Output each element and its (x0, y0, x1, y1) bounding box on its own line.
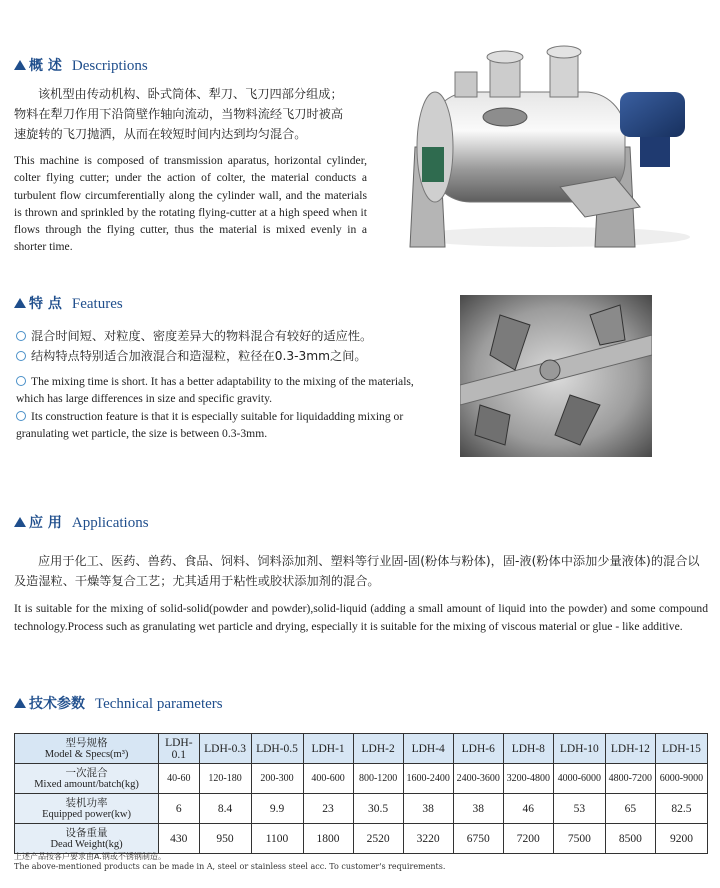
table-cell: 9200 (655, 824, 707, 854)
descriptions-cn-text (14, 84, 383, 144)
row-label-cn: 装机功率 (65, 796, 108, 809)
table-cell: 4000-6000 (553, 764, 605, 794)
row-label-en: Dead Weight(kg) (50, 838, 123, 850)
applications-en-text: It is suitable for the mixing of solid-solid(powder and powder),solid-liquid (adding a small amount of liquid into the powder) and some compound technology.Process such as granulating wet particle and drying, especially it is suitable for the mixing of viscous material or glue - like additive. (14, 602, 708, 633)
table-cell: 200-300 (251, 764, 303, 794)
row-label (15, 734, 159, 764)
table-cell: 8500 (605, 824, 655, 854)
table-cell: 4800-7200 (605, 764, 655, 794)
model-cell: LDH-2 (353, 734, 403, 764)
table-cell: 400-600 (303, 764, 353, 794)
model-cell: LDH-0.1 (159, 734, 199, 764)
table-cell: 1600-2400 (403, 764, 453, 794)
descriptions-heading: 概 述 Descriptions (14, 55, 148, 75)
row-label-en: Equipped power(kw) (42, 808, 131, 820)
row-label-cn: 一次混合 (65, 766, 108, 779)
model-cell: LDH-1 (303, 734, 353, 764)
model-cell: LDH-0.3 (199, 734, 251, 764)
circle-bullet-icon (16, 351, 26, 361)
table-cell: 3220 (403, 824, 453, 854)
table-row (15, 794, 708, 824)
model-cell: LDH-8 (503, 734, 553, 764)
table-cell: 30.5 (353, 794, 403, 824)
descriptions-cn-line: 速旋转的飞刀抛洒，从而在较短时间内达到均匀混合。 (14, 127, 307, 141)
table-cell: 1800 (303, 824, 353, 854)
model-cell: LDH-0.5 (251, 734, 303, 764)
table-cell: 2520 (353, 824, 403, 854)
feature-cn-item: 混合时间短、对粒度、密度差异大的物料混合有较好的适应性。 (16, 326, 436, 346)
applications-heading: 应 用 Applications (14, 512, 149, 532)
row-label (15, 824, 159, 854)
table-cell: 950 (199, 824, 251, 854)
table-cell: 2400-3600 (453, 764, 503, 794)
model-cell: LDH-12 (605, 734, 655, 764)
features-en-list (16, 373, 416, 442)
table-cell: 3200-4800 (503, 764, 553, 794)
row-label-en: Model & Specs(m³) (44, 748, 129, 760)
table-cell: 6750 (453, 824, 503, 854)
descriptions-cn-line: 该机型由传动机构、卧式筒体、犁刀、飞刀四部分组成； (38, 87, 343, 101)
table-cell: 7200 (503, 824, 553, 854)
descriptions-cn-line: 物料在犁刀作用下沿筒壁作轴向流动，当物料流经飞刀时被高 (14, 107, 344, 121)
table-cell: 65 (605, 794, 655, 824)
footnote-en: The above-mentioned products can be made in A, steel or stainless steel acc. To customer's requirements. (14, 862, 446, 871)
table-cell: 23 (303, 794, 353, 824)
technical-heading: 技术参数 Technical parameters (14, 693, 223, 713)
table-header-row (15, 734, 708, 764)
table-cell: 7500 (553, 824, 605, 854)
feature-en-item: The mixing time is short. It has a better adaptability to the mixing of the materials, which has large differences in size and specific gravity. (16, 375, 414, 406)
table-cell: 120-180 (199, 764, 251, 794)
table-cell: 9.9 (251, 794, 303, 824)
table-row (15, 764, 708, 794)
triangle-icon (14, 698, 26, 708)
descriptions-en-text: This machine is composed of transmission aparatus, horizontal cylinder, colter flying cutter; under the action of colter, the material conducts a turbulent flow circumferentially along the cylinder wall, and the materials is thrown and sprinkled by the rotating flying-cutter at a high speed when it flows through the flying cutter, thus the material is mixed evenly in a shorter time. (14, 154, 367, 254)
table-cell: 800-1200 (353, 764, 403, 794)
table-cell: 6000-9000 (655, 764, 707, 794)
table-cell: 38 (403, 794, 453, 824)
table-cell: 38 (453, 794, 503, 824)
table-footnote (14, 852, 708, 872)
row-label (15, 764, 159, 794)
table-cell: 6 (159, 794, 199, 824)
feature-en-item: Its construction feature is that it is especially suitable for liquidadding mixing or granulating wet particle, the size is between 0.3-3mm. (16, 409, 404, 440)
triangle-icon (14, 298, 26, 308)
table-cell: 46 (503, 794, 553, 824)
table-cell: 1100 (251, 824, 303, 854)
row-label (15, 794, 159, 824)
mixer-interior-photo (460, 295, 652, 457)
row-label-en: Mixed amount/batch(kg) (34, 778, 139, 790)
model-cell: LDH-6 (453, 734, 503, 764)
circle-bullet-icon (16, 411, 26, 421)
technical-parameters-table (14, 733, 708, 854)
table-cell: 40-60 (159, 764, 199, 794)
mixer-machine-photo (400, 37, 700, 255)
triangle-icon (14, 60, 26, 70)
features-cn-list (16, 326, 436, 366)
table-row (15, 824, 708, 854)
table-cell: 8.4 (199, 794, 251, 824)
circle-bullet-icon (16, 331, 26, 341)
model-cell: LDH-4 (403, 734, 453, 764)
triangle-icon (14, 517, 26, 527)
circle-bullet-icon (16, 376, 26, 386)
features-heading: 特 点 Features (14, 293, 123, 313)
applications-cn-text: 应用于化工、医药、兽药、食品、饲料、饲料添加剂、塑料等行业固-固(粉体与粉体)，固-液(粉体中添加少量液体)的混合以及造湿粒、干燥等复合工艺；尤其适用于粘性或胶状添加剂的混合。 (14, 554, 700, 588)
model-cell: LDH-10 (553, 734, 605, 764)
model-cell: LDH-15 (655, 734, 707, 764)
table-cell: 82.5 (655, 794, 707, 824)
row-label-cn: 型号规格 (65, 736, 108, 749)
table-cell: 430 (159, 824, 199, 854)
footnote-cn: 上述产品按客户要求由A.钢或不锈钢制造。 (14, 852, 166, 861)
feature-cn-item: 结构特点特别适合加液混合和造湿粒，粒径在0.3-3mm之间。 (16, 346, 436, 366)
row-label-cn: 设备重量 (65, 826, 108, 839)
table-cell: 53 (553, 794, 605, 824)
